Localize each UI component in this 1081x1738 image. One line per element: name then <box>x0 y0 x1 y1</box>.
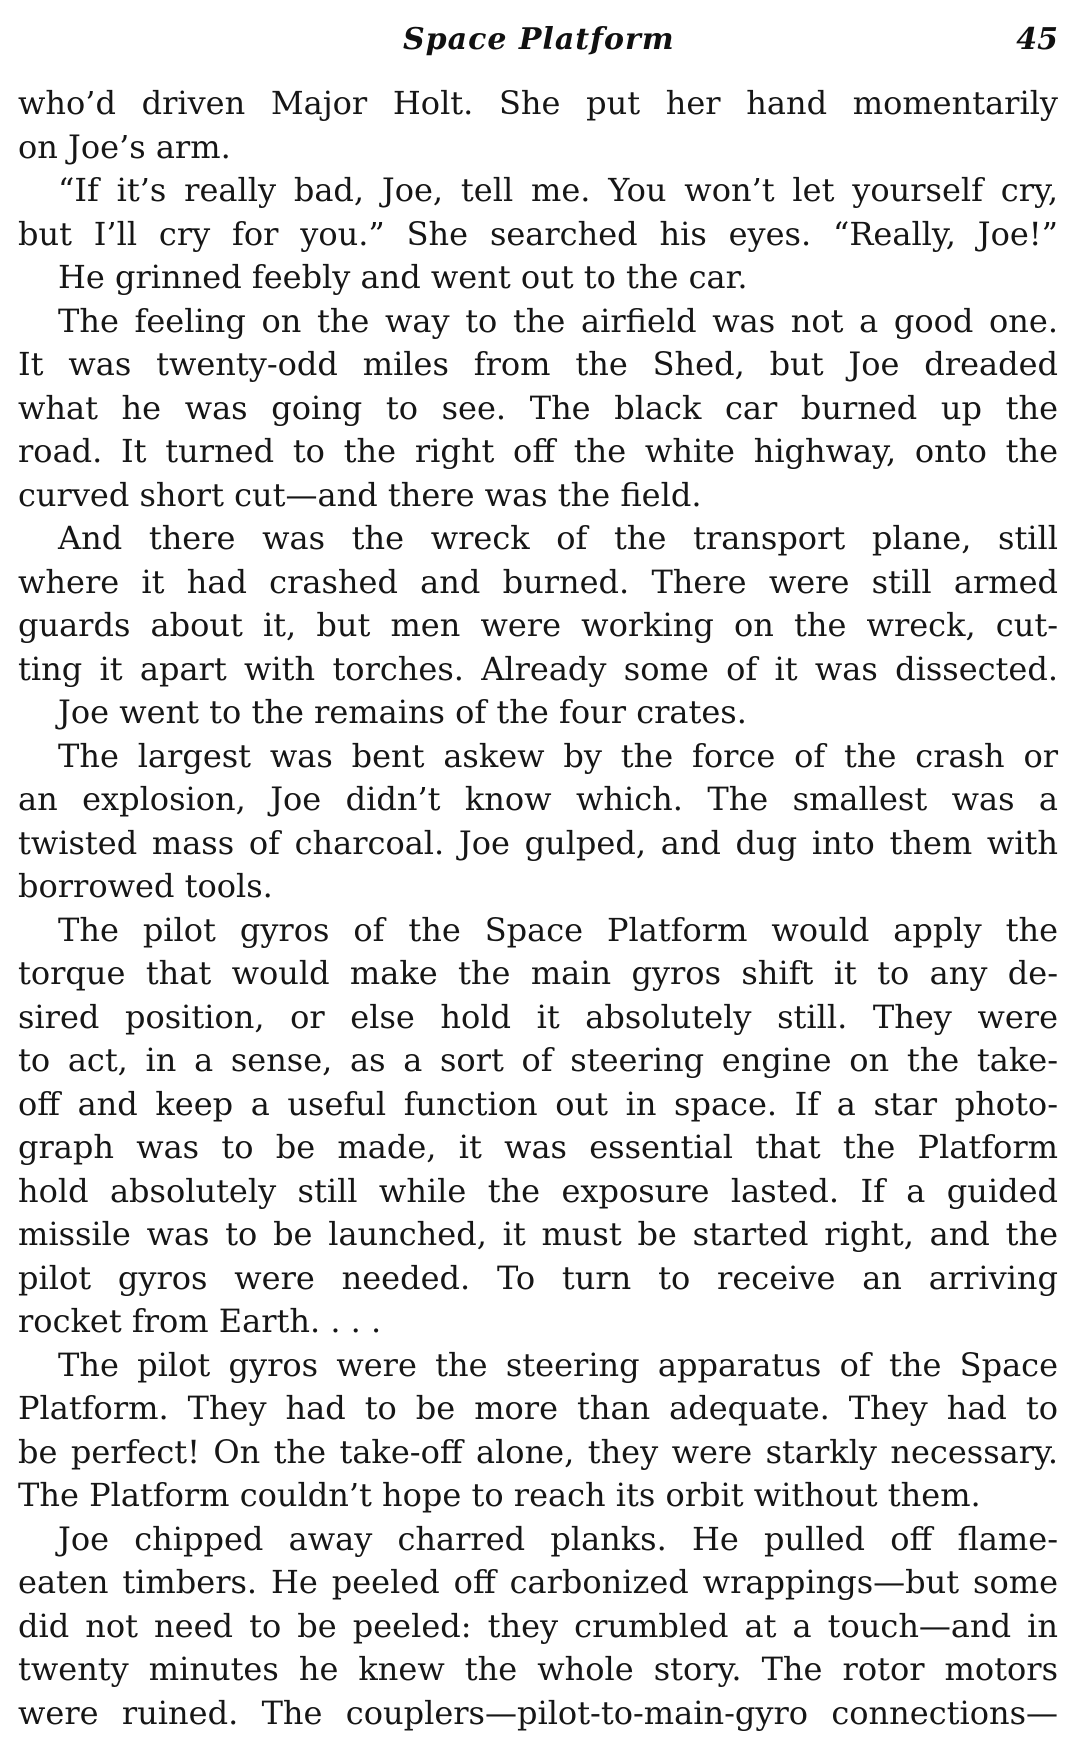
text-line: what he was going to see. The black car burned up the <box>18 388 1058 427</box>
text-line: And there was the wreck of the transport plane, still <box>58 519 1058 557</box>
text-line: The pilot gyros of the Space Platform would apply the <box>58 910 1058 949</box>
text-line: The largest was bent askew by the force of the crash or <box>58 736 1058 775</box>
text-line: He grinned feebly and went out to the car. <box>58 258 748 296</box>
text-line: an explosion, Joe didn’t know which. The smallest was a <box>18 780 1058 818</box>
text-line: where it had crashed and burned. There were still armed <box>18 562 1058 601</box>
text-line: did not need to be peeled: they crumbled at a touch—and in <box>18 1606 1058 1645</box>
text-line: twisted mass of charcoal. Joe gulped, and dug into them with <box>18 823 1058 862</box>
text-line: but I’ll cry for you.” She searched his eyes. “Really, Joe!” <box>18 214 1058 253</box>
text-line: guards about it, but men were working on the wreck, cut- <box>18 606 1058 644</box>
running-head: Space Platform <box>403 22 675 57</box>
text-line: “If it’s really bad, Joe, tell me. You won’t let yourself cry, <box>58 171 1058 209</box>
text-line: eaten timbers. He peeled off carbonized wrappings—but some <box>18 1563 1058 1601</box>
text-line: It was twenty-odd miles from the Shed, but Joe dreaded <box>18 345 1058 383</box>
text-line: ting it apart with torches. Already some of it was dissected. <box>18 649 1058 688</box>
text-line: Joe chipped away charred planks. He pulled off flame- <box>58 1519 1058 1558</box>
text-line: Joe went to the remains of the four crates. <box>58 693 747 731</box>
page-number: 45 <box>1016 22 1058 57</box>
text-line: off and keep a useful function out in space. If a star photo- <box>18 1084 1058 1123</box>
text-line: curved short cut—and there was the field. <box>18 475 702 514</box>
text-line: The feeling on the way to the airfield was not a good one. <box>58 301 1058 340</box>
text-line: graph was to be made, it was essential that the Platform <box>18 1128 1058 1166</box>
text-line: The pilot gyros were the steering apparatus of the Space <box>58 1345 1058 1384</box>
text-line: sired position, or else hold it absolutely still. They were <box>18 997 1058 1036</box>
text-line: were ruined. The couplers—pilot-to-main-gyro connections— <box>18 1693 1058 1732</box>
book-page <box>18 12 1058 1732</box>
body-text <box>18 82 1058 1735</box>
text-line: hold absolutely still while the exposure lasted. If a guided <box>18 1171 1058 1210</box>
text-line: missile was to be launched, it must be started right, and the <box>18 1215 1058 1253</box>
text-line: borrowed tools. <box>18 867 273 905</box>
text-line: pilot gyros were needed. To turn to receive an arriving <box>18 1258 1058 1297</box>
text-line: to act, in a sense, as a sort of steering engine on the take- <box>18 1041 1058 1079</box>
text-line: on Joe’s arm. <box>18 127 231 166</box>
page-header <box>18 12 1058 62</box>
text-line: Platform. They had to be more than adequate. They had to <box>18 1389 1058 1427</box>
text-line: The Platform couldn’t hope to reach its orbit without them. <box>18 1476 981 1514</box>
text-line: road. It turned to the right off the white highway, onto the <box>18 432 1058 470</box>
text-line: be perfect! On the take-off alone, they were starkly necessary. <box>18 1432 1058 1471</box>
text-line: torque that would make the main gyros shift it to any de- <box>18 954 1058 992</box>
text-line: rocket from Earth. . . . <box>18 1302 382 1340</box>
text-line: who’d driven Major Holt. She put her hand momentarily <box>18 84 1058 122</box>
text-line: twenty minutes he knew the whole story. The rotor motors <box>18 1650 1058 1688</box>
